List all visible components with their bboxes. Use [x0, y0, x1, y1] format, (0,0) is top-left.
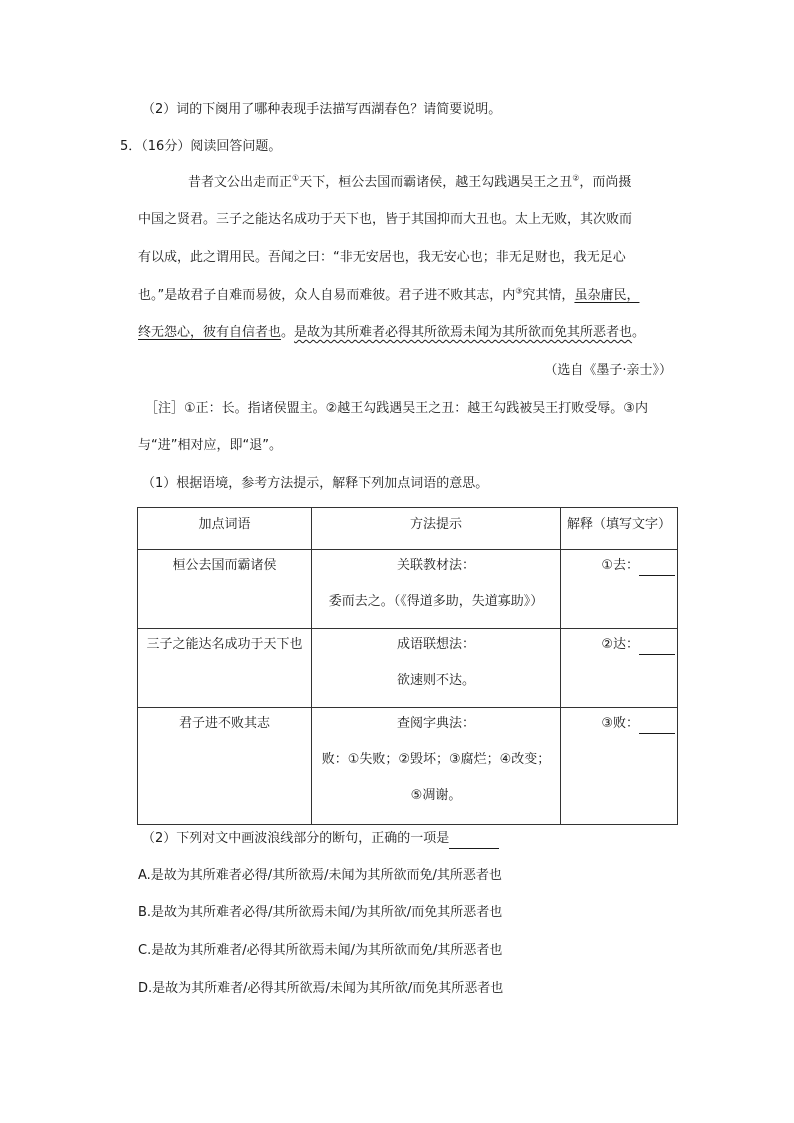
- hint-method: 查阅字典法：: [396, 716, 475, 731]
- notes-line-1: ［注］①正：长。指诸侯盟主。②越王勾践遇吴王之丑：越王勾践被吴王打败受辱。③内: [145, 401, 648, 416]
- header-answer: 解释（填写文字）: [566, 517, 671, 532]
- wavy-underlined-sentence: 是故为其所难者必得其所欲焉未闻为其所欲而免其所恶者也: [294, 325, 633, 340]
- dotted-word-phrase: 桓公去国而霸诸侯: [172, 558, 277, 573]
- header-cell: [312, 508, 561, 550]
- hint-example: 欲速则不达。: [396, 673, 475, 688]
- underlined-sentence: 虽杂庸民，: [574, 288, 640, 303]
- header-cell: [561, 508, 678, 550]
- passage-text: 昔者文公出走而正: [188, 175, 293, 190]
- sub-question-2-text: （2）下列对文中画波浪线部分的断句，正确的一项是: [142, 831, 450, 846]
- option-a: A.是故为其所难者必得/其所欲焉/未闻为其所欲而免/其所恶者也: [138, 868, 502, 883]
- answer-blank[interactable]: [449, 834, 499, 849]
- notes-line-2: 与“进”相对应，即“退”。: [138, 438, 282, 453]
- answer-blank[interactable]: [639, 561, 675, 576]
- dotted-word-phrase: 君子进不败其志: [178, 716, 270, 731]
- table-header-row: [138, 508, 678, 550]
- hint-cell: [312, 708, 561, 825]
- answer-cell: [561, 629, 678, 708]
- sub-question-2: [142, 829, 499, 849]
- word-explanation-table: [137, 507, 678, 825]
- poem-question-2: （2）词的下阕用了哪种表现手法描写西湖春色？请简要说明。: [142, 102, 502, 117]
- table-row: [138, 708, 678, 825]
- passage-text: 也。”是故君子自难而易彼，众人自易而难彼。君子进不败其志，内: [138, 288, 516, 303]
- passage-text: 。: [281, 325, 295, 340]
- word-cell: [138, 708, 312, 825]
- answer-label: ②达：: [601, 637, 639, 652]
- word-cell: [138, 550, 312, 629]
- sub-question-1: （1）根据语境，参考方法提示，解释下列加点词语的意思。: [142, 476, 489, 491]
- passage-line-5: [138, 323, 645, 343]
- passage-text: ，而尚摄: [579, 175, 632, 190]
- hint-example: 败：①失败；②毁坏；③腐烂；④改变；: [321, 752, 551, 767]
- passage-source: （选自《墨子·亲士》）: [544, 363, 672, 378]
- passage-line-1: [188, 173, 631, 193]
- hint-method: 成语联想法：: [396, 637, 475, 652]
- footnote-marker-1: ①: [292, 173, 300, 183]
- hint-example: 委而去之。（《得道多助，失道寡助》）: [328, 594, 544, 609]
- answer-label: ③败：: [601, 716, 639, 731]
- header-words: 加点词语: [198, 517, 251, 532]
- underlined-sentence: 终无怨心，彼有自信者也: [138, 325, 282, 340]
- dotted-word-phrase: 三子之能达名成功于天下也: [146, 637, 303, 652]
- passage-text: 天下，桓公去国而霸诸侯，越王勾践遇吴王之丑: [299, 175, 573, 190]
- header-hints: 方法提示: [409, 517, 462, 532]
- passage-text: 。: [632, 325, 646, 340]
- option-b: B.是故为其所难者必得/其所欲焉未闻/为其所欲/而免其所恶者也: [138, 905, 503, 920]
- answer-cell: [561, 708, 678, 825]
- passage-line-3: 有以成，此之谓用民。吾闻之曰：“非无安居也，我无安心也；非无足财也，我无足心: [138, 250, 626, 265]
- passage-text: 究其情，: [522, 288, 575, 303]
- hint-cell: [312, 629, 561, 708]
- hint-cell: [312, 550, 561, 629]
- table-row: [138, 629, 678, 708]
- hint-example-continued: ⑤凋谢。: [410, 788, 462, 803]
- answer-label: ①去：: [601, 558, 639, 573]
- header-cell: [138, 508, 312, 550]
- footnote-marker-2: ②: [572, 173, 580, 183]
- footnote-marker-3: ③: [515, 286, 523, 296]
- answer-blank[interactable]: [639, 719, 675, 734]
- word-cell: [138, 629, 312, 708]
- option-d: D.是故为其所难者/必得其所欲焉/未闻为其所欲/而免其所恶者也: [138, 981, 504, 996]
- table-row: [138, 550, 678, 629]
- option-c: C.是故为其所难者/必得其所欲焉未闻/为其所欲而免/其所恶者也: [138, 943, 503, 958]
- passage-line-2: 中国之贤君。三子之能达名成功于天下也，皆于其国抑而大丑也。太上无败，其次败而: [138, 212, 633, 227]
- answer-cell: [561, 550, 678, 629]
- passage-line-4: [138, 286, 639, 306]
- question-5-heading: 5．（16分）阅读回答问题。: [120, 139, 282, 154]
- hint-method: 关联教材法：: [396, 558, 475, 573]
- answer-blank[interactable]: [639, 640, 675, 655]
